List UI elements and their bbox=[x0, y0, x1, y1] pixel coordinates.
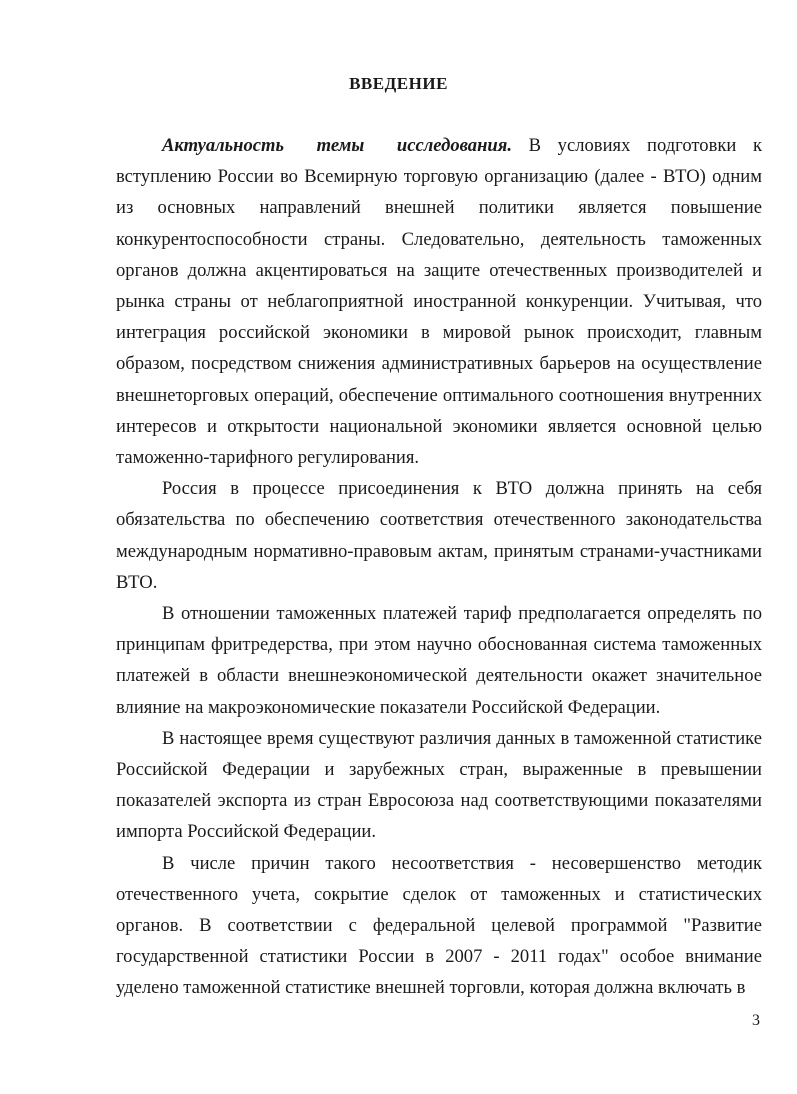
paragraph-customs-payments: В отношении таможенных платежей тариф предполагается определять по принципам фритредерства, при этом научно обоснованная система таможенных платежей в области внешнеэкономической деятельности окажет значительное влияние на макроэкономические показатели Российской Федерации. bbox=[116, 603, 762, 718]
page-title: ВВЕДЕНИЕ bbox=[349, 74, 448, 93]
body-text bbox=[116, 130, 762, 1004]
lead-heading: Актуальность темы исследования. bbox=[162, 135, 512, 156]
page-number: 3 bbox=[752, 1012, 760, 1029]
paragraph-wto-obligations: Россия в процессе присоединения к ВТО должна принять на себя обязательства по обеспечению соответствия отечественного законодательства международным нормативно-правовым актам, принятым странами-участниками ВТО. bbox=[116, 478, 762, 593]
paragraph-statistics-differences: В настоящее время существуют различия данных в таможенной статистике Российской Федерации и зарубежных стран, выраженные в превышении показателей экспорта из стран Евросоюза над соответствующими показателями импорта Российской Федерации. bbox=[116, 727, 762, 843]
paragraph-text: В условиях подготовки к вступлению России во Всемирную торговую организацию (далее - ВТО) одним из основных направлений внешней политики является повышение конкурентоспособности страны. Следовательно, деятельность таможенных органов должна акцентироваться на защите отечественных производителей и рынка страны от неблагоприятной иностранной конкуренции. Учитывая, что интеграция российской экономики в мировой рынок происходит, главным образом, посредством снижения административных барьеров на осуществление внешнеторговых операций, обеспечение оптимального соотношения внутренних интересов и открытости национальной экономики является основной целью таможенно-тарифного регулирования. bbox=[116, 135, 763, 469]
paragraph-reasons: В числе причин такого несоответствия - несовершенство методик отечественного учета, сокрытие сделок от таможенных и статистических органов. В соответствии с федеральной целевой программой "Развитие государственной статистики России в 2007 - 2011 годах" особое внимание уделено таможенной статистике внешней торговли, которая должна включать в bbox=[116, 852, 762, 999]
paragraph-relevance bbox=[116, 130, 762, 473]
